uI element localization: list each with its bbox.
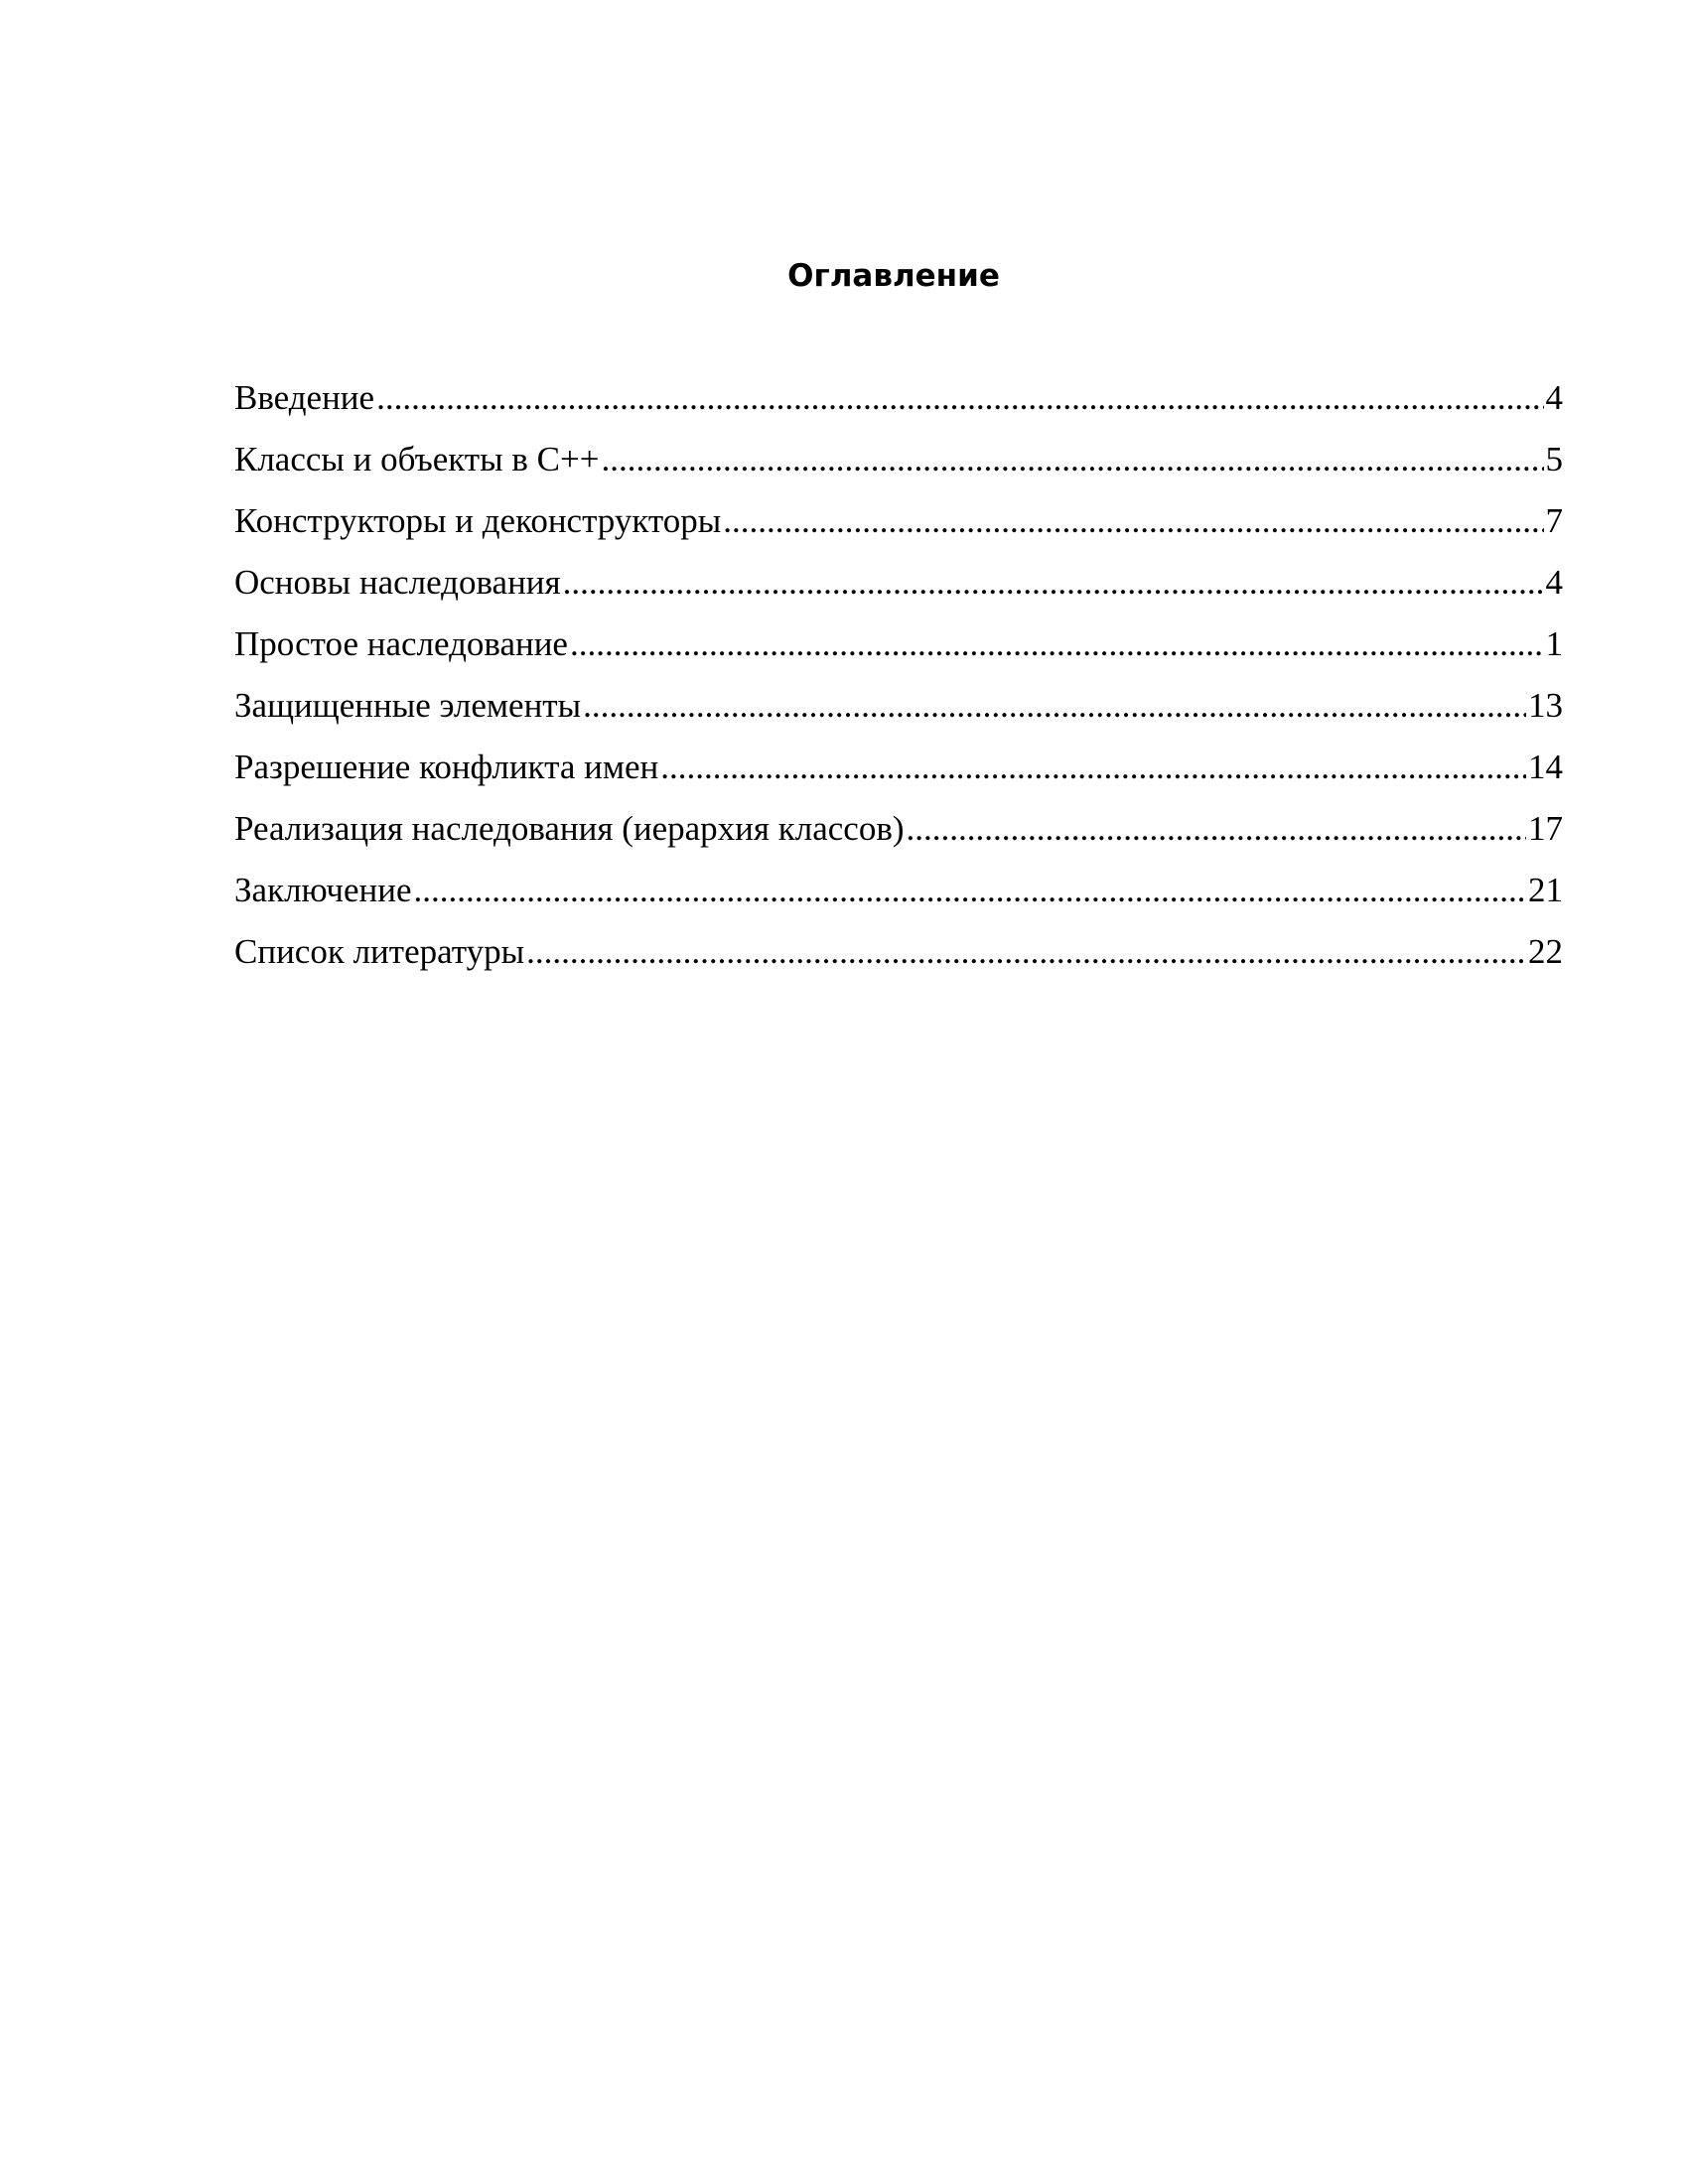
table-of-contents (234, 373, 1563, 989)
toc-entry-page: 7 (1545, 501, 1563, 540)
toc-entry[interactable] (234, 866, 1563, 927)
toc-entry[interactable] (234, 373, 1563, 435)
toc-entry-page: 21 (1528, 871, 1563, 909)
toc-entry[interactable] (234, 619, 1563, 681)
toc-entry-label: Реализация наследования (иерархия классов) (234, 809, 905, 848)
toc-entry-label: Список литературы (234, 932, 525, 971)
toc-entry[interactable] (234, 558, 1563, 619)
toc-entry-page: 14 (1528, 748, 1563, 786)
toc-entry[interactable] (234, 804, 1563, 866)
toc-entry[interactable] (234, 743, 1563, 804)
toc-entry-label: Введение (234, 378, 375, 417)
toc-dot-leader (583, 681, 1526, 731)
toc-entry-label: Простое наследование (234, 624, 568, 663)
toc-dot-leader (526, 927, 1526, 977)
toc-dot-leader (414, 866, 1527, 915)
toc-entry[interactable] (234, 927, 1563, 989)
toc-entry-page: 4 (1545, 378, 1563, 417)
toc-dot-leader (907, 804, 1526, 854)
toc-dot-leader (601, 435, 1543, 484)
toc-dot-leader (563, 558, 1544, 608)
toc-dot-leader (570, 619, 1544, 669)
toc-dot-leader (723, 496, 1543, 546)
toc-entry-label: Защищенные элементы (234, 686, 582, 725)
toc-entry-page: 5 (1545, 440, 1563, 478)
toc-entry-label: Заключение (234, 871, 412, 909)
toc-entry-label: Основы наследования (234, 563, 561, 602)
toc-entry-page: 1 (1545, 624, 1563, 663)
toc-entry-label: Конструкторы и деконструкторы (234, 501, 722, 540)
toc-entry-page: 4 (1545, 563, 1563, 602)
toc-dot-leader (376, 373, 1543, 423)
toc-title: Оглавление (787, 258, 1000, 294)
toc-entry-page: 17 (1528, 809, 1563, 848)
toc-entry-label: Классы и объекты в С++ (234, 440, 600, 478)
toc-entry-page: 13 (1528, 686, 1563, 725)
toc-entry-page: 22 (1528, 932, 1563, 971)
toc-dot-leader (660, 743, 1526, 792)
toc-entry[interactable] (234, 681, 1563, 743)
toc-entry[interactable] (234, 435, 1563, 496)
toc-entry[interactable] (234, 496, 1563, 558)
toc-entry-label: Разрешение конфликта имен (234, 748, 659, 786)
